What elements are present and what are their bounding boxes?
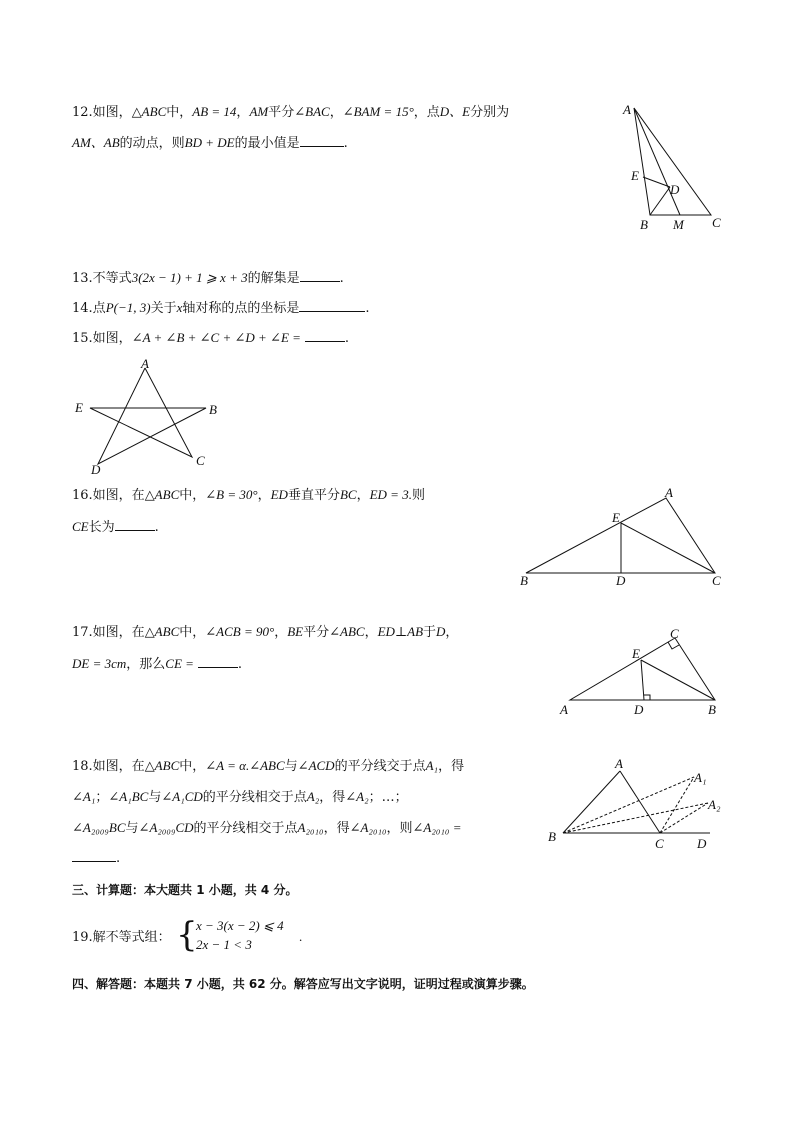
label-c: C bbox=[655, 836, 664, 851]
q12-math: D、E bbox=[439, 104, 471, 119]
label-c: C bbox=[712, 573, 721, 588]
label-a: A bbox=[665, 485, 673, 500]
segment-ba bbox=[563, 771, 620, 833]
label-c: C bbox=[196, 453, 205, 468]
q17-text: ， bbox=[364, 625, 378, 640]
q17-text: 平分 bbox=[303, 625, 330, 640]
q16-text: 则 bbox=[411, 488, 425, 503]
q18-math: ∠A₂₀₁₀ = bbox=[412, 820, 462, 835]
q18-text: 与 bbox=[284, 759, 298, 774]
q12-math: BD + DE bbox=[184, 135, 235, 150]
q16-math: △ABC bbox=[144, 487, 180, 502]
q18-math: ∠A₂₀₁₀ bbox=[349, 820, 387, 835]
q18-math: ∠A₂₀₀₉CD bbox=[138, 820, 194, 835]
q16-text: 长为 bbox=[88, 520, 115, 535]
q15-text: . bbox=[344, 331, 350, 346]
label-d: D bbox=[697, 836, 707, 851]
q18-line2 bbox=[72, 787, 408, 808]
q16-figure bbox=[515, 485, 730, 595]
q18-math: ∠A₂₀₀₉BC bbox=[72, 820, 126, 835]
q13-text: 13.不等式 bbox=[72, 271, 132, 286]
q15-math: ∠A + ∠B + ∠C + ∠D + ∠E = bbox=[131, 330, 301, 345]
q17-text: 中， bbox=[179, 625, 206, 640]
q18-text: 的平分线相交于点 bbox=[202, 790, 307, 805]
label-b: B bbox=[520, 573, 528, 588]
label-e: E bbox=[631, 168, 639, 183]
segment-ca1 bbox=[660, 777, 694, 833]
answer-blank[interactable] bbox=[72, 849, 116, 862]
q17-math: DE = 3cm bbox=[72, 656, 127, 671]
section3-count: 1 bbox=[196, 883, 205, 897]
label-e: E bbox=[632, 646, 640, 661]
q16-math: ED bbox=[270, 487, 288, 502]
q18-line3 bbox=[72, 818, 461, 839]
section4-count: 7 bbox=[184, 977, 193, 991]
label-b: B bbox=[640, 217, 648, 232]
q12-text: 平分 bbox=[268, 105, 295, 120]
q18-text: ；…； bbox=[368, 790, 408, 805]
q16-math: CE bbox=[72, 519, 89, 534]
q12-text: 12.如图， bbox=[72, 105, 132, 120]
section3-heading bbox=[72, 880, 297, 900]
answer-blank[interactable] bbox=[300, 134, 344, 147]
q16-text: 垂直平分 bbox=[287, 488, 340, 503]
label-a: A bbox=[623, 102, 631, 117]
label-d: D bbox=[670, 182, 680, 197]
section4-text: 四、解答题：本题共 bbox=[72, 977, 185, 991]
label-e: E bbox=[612, 510, 620, 525]
q12-figure bbox=[620, 100, 730, 235]
q18-text: 18.如图，在 bbox=[72, 759, 145, 774]
label-a: A bbox=[141, 356, 149, 371]
q12-text: ，点 bbox=[413, 105, 440, 120]
q14-line bbox=[72, 298, 370, 319]
q19-inequality-1: x − 3(x − 2) ⩽ 4 bbox=[196, 918, 284, 933]
q12-math: AB = 14 bbox=[192, 104, 237, 119]
segment-ac bbox=[620, 771, 660, 833]
section3-text: 分。 bbox=[269, 883, 298, 897]
q12-line2 bbox=[72, 133, 348, 154]
q12-text: . bbox=[343, 136, 348, 151]
label-d: D bbox=[91, 462, 101, 477]
q18-line1 bbox=[72, 756, 464, 777]
segment-be bbox=[641, 660, 715, 700]
label-d: D bbox=[616, 573, 626, 588]
segment-ba2 bbox=[563, 803, 708, 833]
answer-blank[interactable] bbox=[115, 518, 155, 531]
q17-text: . bbox=[237, 657, 243, 672]
q18-text: 的平分线相交于点 bbox=[193, 821, 298, 836]
q16-text: 16.如图，在 bbox=[72, 488, 145, 503]
q17-text: 于 bbox=[423, 625, 437, 640]
section4-points: 62 bbox=[248, 977, 266, 991]
q18-text: 与 bbox=[125, 821, 139, 836]
right-angle-mark-c bbox=[668, 642, 679, 649]
segment-ed bbox=[641, 660, 644, 700]
section3-text: 三、计算题：本大题共 bbox=[72, 883, 197, 897]
q18-figure bbox=[545, 755, 725, 855]
brace-icon: { bbox=[176, 915, 198, 955]
q14-text: 14.点 bbox=[72, 301, 106, 316]
segment-ec bbox=[621, 523, 715, 573]
q18-text: ，得 bbox=[319, 790, 346, 805]
answer-blank[interactable] bbox=[300, 269, 340, 282]
section4-text: 小题，共 bbox=[192, 977, 249, 991]
q18-text: ，得 bbox=[438, 759, 465, 774]
q18-math: ∠A₁CD bbox=[161, 789, 203, 804]
q17-text: ， bbox=[445, 625, 459, 640]
triangle-abc bbox=[634, 108, 711, 215]
q17-math: CE = bbox=[165, 656, 194, 671]
label-b: B bbox=[708, 702, 716, 717]
q12-line1 bbox=[72, 102, 509, 123]
q14-math: P(−1, 3) bbox=[105, 300, 151, 315]
label-a2: A₂ bbox=[708, 797, 721, 812]
q17-line2 bbox=[72, 654, 242, 675]
q12-text: 的最小值是 bbox=[234, 136, 300, 151]
label-b: B bbox=[548, 829, 556, 844]
q12-text: 的动点，则 bbox=[119, 136, 185, 151]
q12-math: ∠BAC bbox=[294, 104, 330, 119]
q18-text: 中， bbox=[179, 759, 206, 774]
q13-math: 3(2x − 1) + 1 ⩾ x + 3 bbox=[131, 270, 248, 285]
q12-math: AM、AB bbox=[72, 135, 120, 150]
q12-text: ， bbox=[236, 105, 250, 120]
q19-text: 19.解不等式组： bbox=[72, 930, 171, 945]
section4-text: 分。解答应写出文字说明，证明过程或演算步骤。 bbox=[265, 977, 534, 991]
section4-heading bbox=[72, 974, 534, 994]
q15-star-figure bbox=[72, 355, 232, 480]
q17-math: ∠ACB = 90° bbox=[205, 624, 275, 639]
label-b: B bbox=[209, 402, 217, 417]
q19-label bbox=[72, 928, 171, 948]
q16-math: BC bbox=[339, 487, 357, 502]
q12-text: 中， bbox=[166, 105, 193, 120]
q15-line bbox=[72, 328, 349, 349]
q18-text: 的平分线交于点 bbox=[334, 759, 426, 774]
q18-math: △ABC bbox=[144, 758, 180, 773]
q16-line1 bbox=[72, 485, 425, 506]
q16-line2 bbox=[72, 517, 159, 538]
q16-text: ， bbox=[356, 488, 370, 503]
q16-math: ED = 3. bbox=[369, 487, 412, 502]
q12-text: 分别为 bbox=[470, 105, 510, 120]
q12-math: △ABC bbox=[131, 104, 167, 119]
q16-math: ∠B = 30° bbox=[205, 487, 258, 502]
q18-math: ∠A = α.∠ABC bbox=[205, 758, 285, 773]
answer-blank[interactable] bbox=[305, 329, 345, 342]
label-a: A bbox=[560, 702, 568, 717]
q13-text: 的解集是 bbox=[247, 271, 300, 286]
q17-text: ，那么 bbox=[126, 657, 166, 672]
label-m: M bbox=[673, 217, 684, 232]
section3-text: 小题，共 bbox=[204, 883, 261, 897]
q19-inequality-2: 2x − 1 < 3 bbox=[196, 937, 252, 952]
q17-math: D bbox=[436, 624, 446, 639]
q17-text: ， bbox=[274, 625, 288, 640]
q17-math: ∠ABC bbox=[329, 624, 365, 639]
q12-math: ∠BAM = 15° bbox=[342, 104, 414, 119]
label-a1: A₁ bbox=[694, 770, 707, 785]
q18-math: A₂ bbox=[306, 789, 320, 804]
q18-text: 与 bbox=[148, 790, 162, 805]
segment-ca2 bbox=[660, 803, 708, 833]
right-angle-mark-d bbox=[644, 695, 650, 700]
q17-line1 bbox=[72, 622, 458, 643]
q17-math: △ABC bbox=[144, 624, 180, 639]
q13-text: . bbox=[339, 271, 344, 286]
q14-text: 关于 bbox=[150, 301, 177, 316]
triangle-abc bbox=[570, 638, 715, 700]
q18-text: ，得 bbox=[323, 821, 350, 836]
q14-text: . bbox=[365, 301, 370, 316]
q18-math: ∠A₂ bbox=[345, 789, 369, 804]
q18-math: ∠ACD bbox=[297, 758, 335, 773]
q13-line bbox=[72, 268, 344, 289]
q18-line4 bbox=[72, 849, 120, 869]
answer-blank[interactable] bbox=[198, 655, 238, 668]
q14-text: 轴对称的点的坐标是 bbox=[182, 301, 300, 316]
q17-math: BE bbox=[287, 624, 304, 639]
section3-points: 4 bbox=[260, 883, 270, 897]
label-e: E bbox=[75, 400, 83, 415]
q17-text: 17.如图，在 bbox=[72, 625, 145, 640]
answer-blank[interactable] bbox=[299, 299, 365, 312]
q17-math: ED⊥AB bbox=[377, 624, 424, 639]
q18-text: . bbox=[116, 851, 121, 866]
q18-text: ； bbox=[95, 790, 109, 805]
q18-math: ∠A₁BC bbox=[108, 789, 149, 804]
star-lines bbox=[90, 368, 206, 464]
q18-text: ，则 bbox=[386, 821, 413, 836]
label-c: C bbox=[670, 626, 679, 641]
label-d: D bbox=[634, 702, 644, 717]
q16-text: . bbox=[154, 520, 159, 535]
q18-math: ∠A₁ bbox=[72, 789, 96, 804]
label-c: C bbox=[712, 215, 721, 230]
label-a: A bbox=[615, 756, 623, 771]
q12-text: ， bbox=[329, 105, 343, 120]
q12-math: AM bbox=[249, 104, 269, 119]
q18-math: A₂₀₁₀ bbox=[297, 820, 324, 835]
q15-text: 15.如图， bbox=[72, 331, 132, 346]
q19-end: . bbox=[299, 929, 303, 944]
q17-figure bbox=[555, 625, 730, 720]
q18-math: A₁ bbox=[425, 758, 439, 773]
q14-math: x bbox=[176, 300, 183, 315]
q16-text: 中， bbox=[179, 488, 206, 503]
segment-bd bbox=[650, 187, 670, 215]
q16-text: ， bbox=[257, 488, 271, 503]
